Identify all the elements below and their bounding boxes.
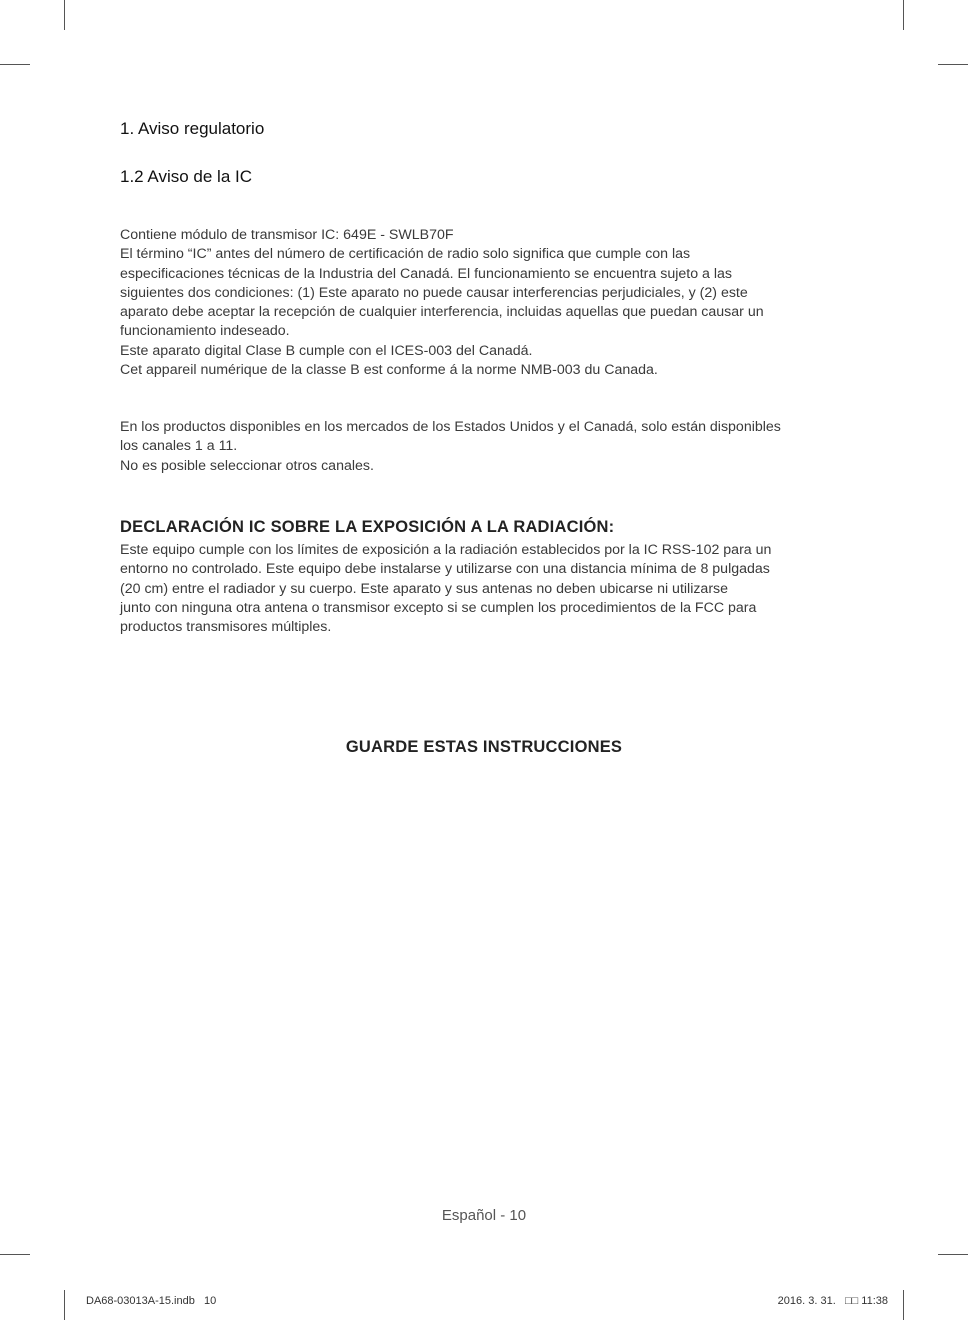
crop-mark-bottom-right-vertical xyxy=(903,1290,904,1320)
text-line: Cet appareil numérique de la classe B est conforme á la norme NMB-003 du Canada. xyxy=(120,362,658,379)
text-line: los canales 1 a 11. xyxy=(120,438,238,455)
print-slug-date: 2016. 3. 31. □□ 11:38 xyxy=(777,1295,888,1307)
crop-mark-bottom-left-vertical xyxy=(64,1290,65,1320)
paragraph-radiation-exposure xyxy=(120,541,860,637)
text-line: En los productos disponibles en los mercados de los Estados Unidos y el Canadá, solo están disponibles xyxy=(120,419,781,435)
heading-sub: 1.2 Aviso de la IC xyxy=(120,167,252,186)
text-line: siguientes dos condiciones: (1) Este aparato no puede causar interferencias perjudiciales, y (2) este xyxy=(120,284,748,301)
paragraph-ic-module xyxy=(120,226,860,380)
paragraph-channels xyxy=(120,418,860,476)
text-line: productos transmisores múltiples. xyxy=(120,619,332,636)
text-line: No es posible seleccionar otros canales. xyxy=(120,457,374,474)
crop-mark-top-right-vertical xyxy=(903,0,904,30)
save-instructions-heading: GUARDE ESTAS INSTRUCCIONES xyxy=(345,738,623,756)
crop-mark-bottom-right-horizontal xyxy=(938,1254,968,1255)
text-line: Contiene módulo de transmisor IC: 649E - SWLB70F xyxy=(120,227,454,243)
text-line: junto con ninguna otra antena o transmisor excepto si se cumplen los procedimientos de la FCC para xyxy=(120,599,757,616)
heading-main: 1. Aviso regulatorio xyxy=(120,119,265,138)
text-line: Este aparato digital Clase B cumple con el ICES-003 del Canadá. xyxy=(120,342,533,359)
text-line: aparato debe aceptar la recepción de cualquier interferencia, incluidas aquellas que puedan causar un xyxy=(120,304,764,321)
page-number: Español - 10 xyxy=(441,1207,527,1224)
text-line: especificaciones técnicas de la Industria del Canadá. El funcionamiento se encuentra sujeto a las xyxy=(120,265,733,282)
text-line: El término “IC” antes del número de certificación de radio solo significa que cumple con las xyxy=(120,246,691,263)
crop-mark-top-left-horizontal xyxy=(0,64,30,65)
text-line: (20 cm) entre el radiador y su cuerpo. Este aparato y sus antenas no deben ubicarse ni utilizarse xyxy=(120,580,729,597)
text-line: funcionamiento indeseado. xyxy=(120,323,290,340)
crop-mark-bottom-left-horizontal xyxy=(0,1254,30,1255)
print-slug-file: DA68-03013A-15.indb 10 xyxy=(86,1295,217,1307)
text-line: entorno no controlado. Este equipo debe instalarse y utilizarse con una distancia mínima de 8 pulgadas xyxy=(120,561,770,578)
crop-mark-top-left-vertical xyxy=(64,0,65,30)
crop-mark-top-right-horizontal xyxy=(938,64,968,65)
declaration-heading: DECLARACIÓN IC SOBRE LA EXPOSICIÓN A LA RADIACIÓN: xyxy=(120,518,615,536)
text-line: Este equipo cumple con los límites de exposición a la radiación establecidos por la IC RSS-102 para un xyxy=(120,542,772,558)
